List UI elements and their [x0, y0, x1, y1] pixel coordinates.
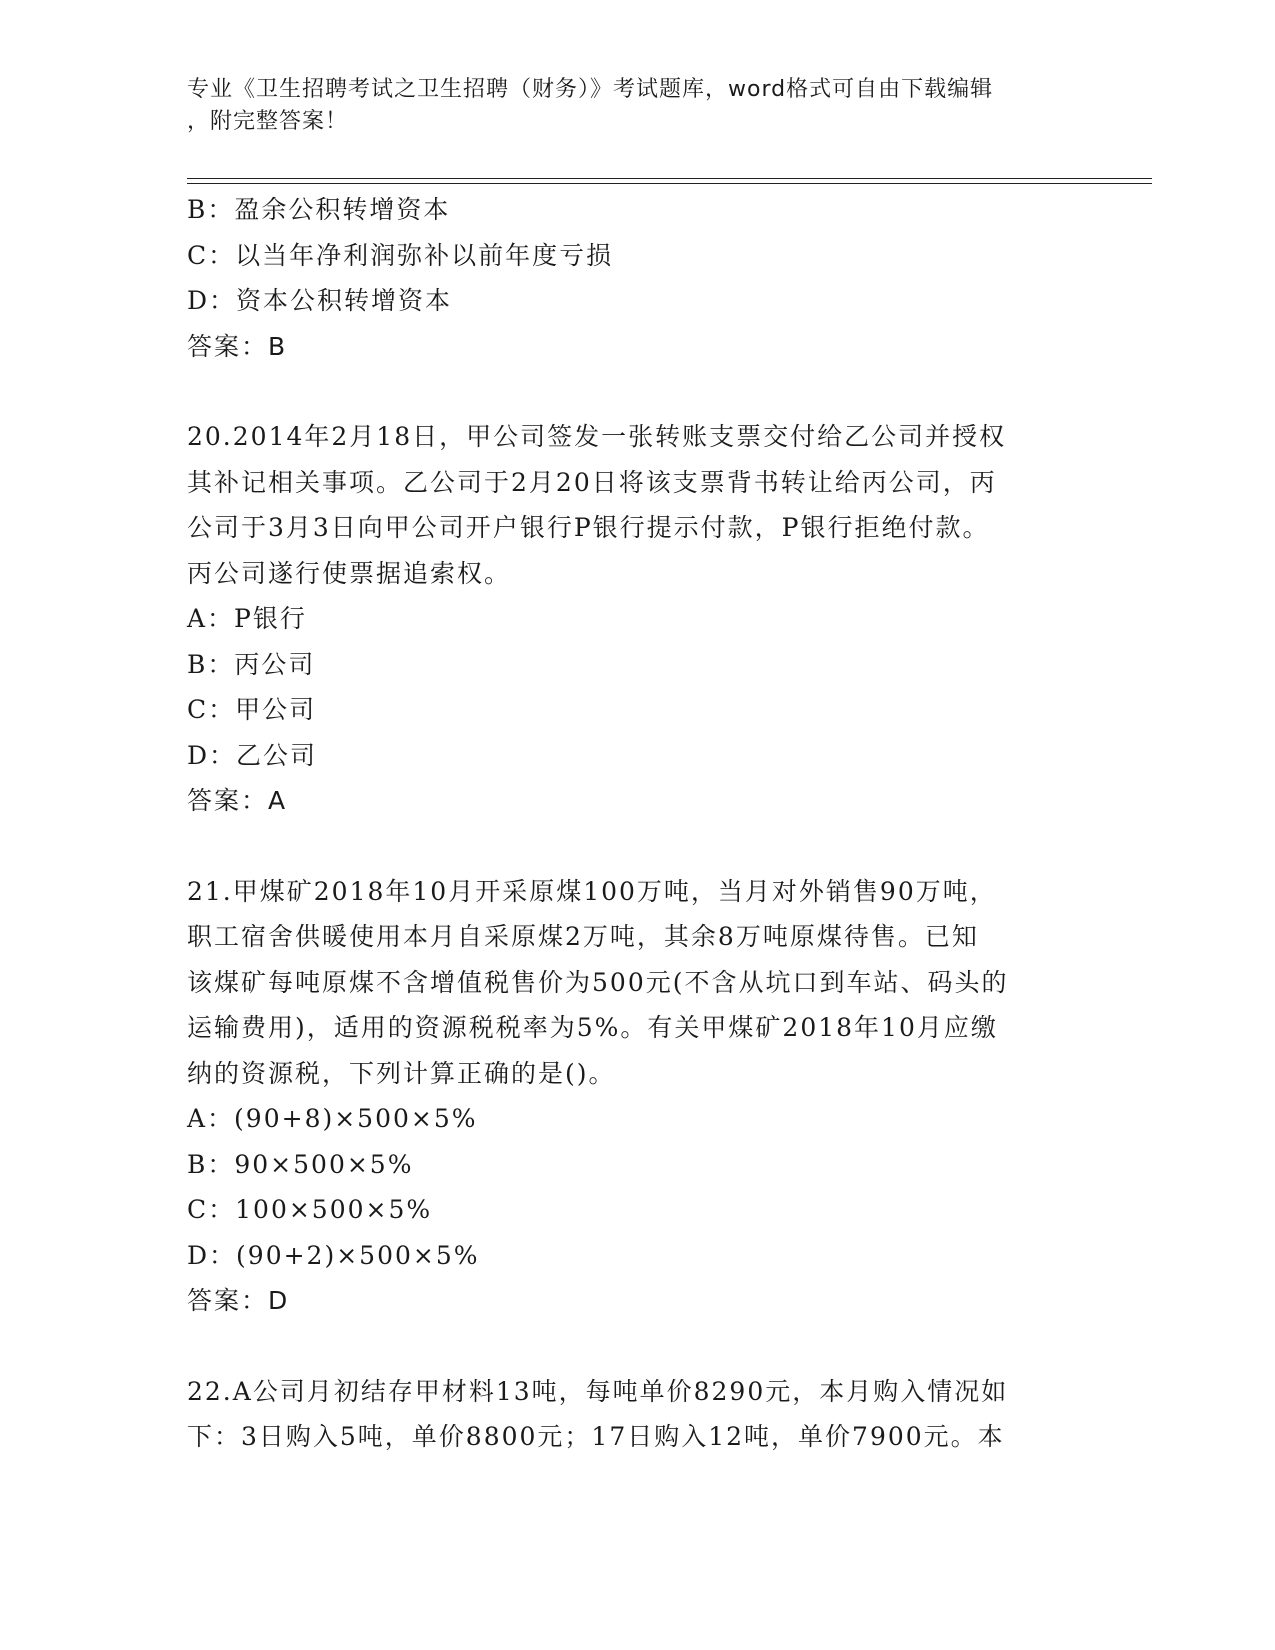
question-22	[187, 1369, 1067, 1460]
answer-line: 答案：D	[187, 1286, 290, 1315]
option-d: D：资本公积转增资本	[187, 286, 453, 315]
question-stem-line: 运输费用)，适用的资源税税率为5%。有关甲煤矿2018年10月应缴	[187, 1013, 998, 1042]
answer-line: 答案：B	[187, 331, 288, 361]
document-body	[187, 187, 1067, 1460]
option-c: C：100×500×5%	[187, 1195, 433, 1224]
question-20	[187, 414, 1067, 824]
question-stem-line: 该煤矿每吨原煤不含增值税售价为500元(不含从坑口到车站、码头的	[187, 967, 1009, 997]
option-b: B：盈余公积转增资本	[187, 195, 451, 224]
option-d: D：乙公司	[187, 740, 318, 770]
option-d: D：(90+2)×500×5%	[187, 1240, 480, 1270]
document-header: 专业《卫生招聘考试之卫生招聘（财务）》考试题库，word格式可自由下载编辑 ，附完整答案！	[187, 77, 994, 134]
previous-question	[187, 187, 1067, 369]
question-stem-line: 丙公司遂行使票据追索权。	[187, 558, 512, 588]
question-stem-line: 纳的资源税，下列计算正确的是()。	[187, 1058, 616, 1088]
answer-line: 答案：A	[187, 786, 288, 815]
question-stem-line: 公司于3月3日向甲公司开户银行P银行提示付款，P银行拒绝付款。	[187, 513, 990, 542]
option-a: A：P银行	[187, 604, 307, 633]
question-stem-line: 下：3日购入5吨，单价8800元；17日购入12吨，单价7900元。本	[187, 1422, 1005, 1451]
option-b: B：90×500×5%	[187, 1149, 414, 1179]
question-stem-line: 22.A公司月初结存甲材料13吨，每吨单价8290元，本月购入情况如	[187, 1376, 1009, 1406]
option-c: C：甲公司	[187, 695, 317, 724]
header-rule-bottom	[187, 183, 1152, 184]
option-c: C：以当年净利润弥补以前年度亏损	[187, 240, 614, 270]
question-21	[187, 869, 1067, 1324]
question-stem-line: 20.2014年2月18日，甲公司签发一张转账支票交付给乙公司并授权	[187, 422, 1007, 451]
question-stem-line: 职工宿舍供暖使用本月自采原煤2万吨，其余8万吨原煤待售。已知	[187, 922, 979, 951]
option-a: A：(90+8)×500×5%	[187, 1104, 478, 1133]
question-stem-line: 21.甲煤矿2018年10月开采原煤100万吨，当月对外销售90万吨，	[187, 876, 997, 906]
question-stem-line: 其补记相关事项。乙公司于2月20日将该支票背书转让给丙公司，丙	[187, 467, 997, 497]
header-rule-top	[187, 178, 1152, 179]
option-b: B：丙公司	[187, 649, 316, 679]
